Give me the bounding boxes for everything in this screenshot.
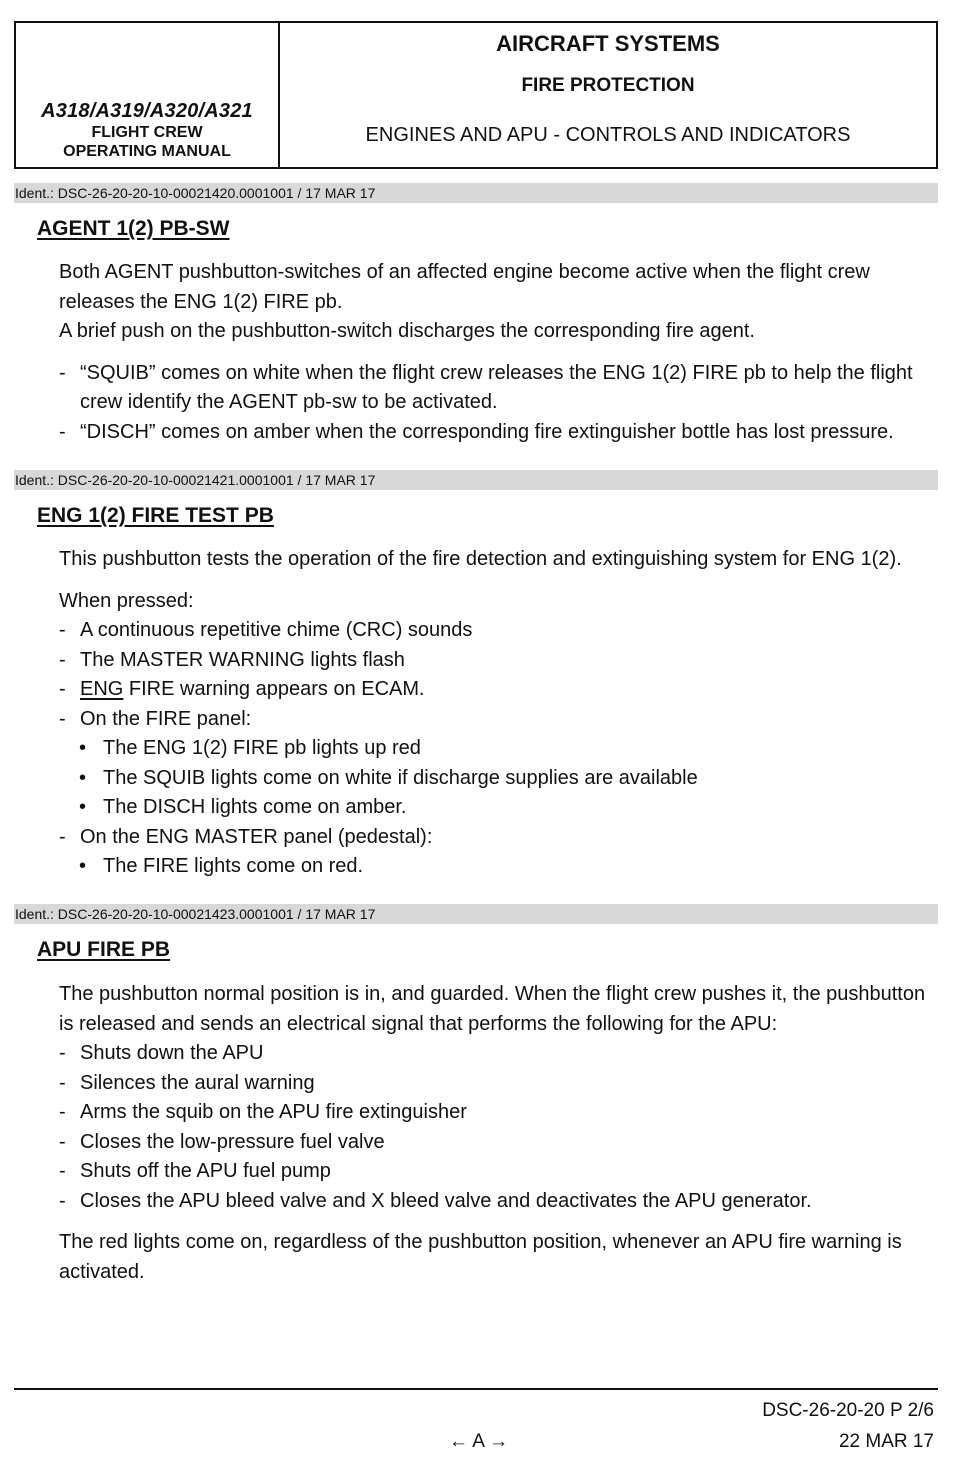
dash-marker: - [59, 678, 66, 700]
aircraft-model: A318/A319/A320/A321 [41, 100, 253, 122]
list-item [59, 1098, 937, 1128]
ident-bar: Ident.: DSC-26-20-20-10-00021421.0001001 / 17 MAR 17 [14, 470, 938, 490]
section-title-fire-test-pb: ENG 1(2) FIRE TEST PB [37, 504, 274, 527]
sub-list-item-text: The ENG 1(2) FIRE pb lights up red [103, 737, 421, 759]
list-item-text: Shuts down the APU [80, 1042, 264, 1064]
list-item-text: On the FIRE panel: [80, 707, 252, 730]
sub-list-item [59, 764, 937, 794]
list-item [59, 1069, 937, 1099]
sub-list-item [59, 734, 937, 764]
bullet-marker: • [79, 796, 87, 818]
dash-marker: - [59, 1160, 66, 1182]
sub-list-item-text: The FIRE lights come on red. [103, 855, 364, 877]
paragraph: Both AGENT pushbutton-switches of an affected engine become active when the flight crew releases the ENG 1(2) FIRE pb. [59, 261, 870, 313]
list-item [59, 616, 937, 646]
manual-name-line1: FLIGHT CREW [91, 124, 203, 141]
list-item-text: “SQUIB” comes on white when the flight crew releases the ENG 1(2) FIRE pb to help the flight crew identify the AGENT pb-sw to be activated. [80, 361, 913, 413]
dash-marker: - [59, 1130, 66, 1153]
page-date: 22 MAR 17 [838, 1431, 934, 1452]
list-item-text: Closes the APU bleed valve and X bleed valve and deactivates the APU generator. [80, 1189, 812, 1212]
paragraph: The pushbutton normal position is in, and guarded. When the flight crew pushes it, the pushbutton is released and sends an electrical signal that performs the following for the APU: [59, 983, 926, 1035]
list-item-text: A continuous repetitive chime (CRC) sounds [80, 619, 473, 641]
dash-marker: - [59, 707, 66, 730]
dash-marker: - [59, 1042, 66, 1064]
dash-marker: - [59, 825, 66, 848]
list-item [59, 1157, 937, 1187]
paragraph: The red lights come on, regardless of the pushbutton position, whenever an APU fire warning is activated. [59, 1231, 902, 1283]
section-title-apu-fire-pb: APU FIRE PB [37, 938, 171, 961]
section-body-agent-pb-sw [59, 258, 937, 447]
dash-marker: - [59, 1101, 66, 1123]
list-item-text: FIRE warning appears on ECAM. [123, 678, 425, 700]
list-item [59, 1187, 937, 1217]
list-item [59, 359, 937, 418]
list-item [59, 675, 937, 705]
paragraph: This pushbutton tests the operation of the fire detection and extinguishing system for ENG 1(2). [59, 548, 902, 570]
dash-marker: - [59, 648, 66, 671]
sub-list-item-text: The DISCH lights come on amber. [103, 796, 407, 818]
ident-bar: Ident.: DSC-26-20-20-10-00021420.0001001 / 17 MAR 17 [14, 183, 938, 203]
list-item-text: Closes the low-pressure fuel valve [80, 1130, 385, 1153]
bullet-marker: • [79, 855, 87, 877]
ident-bar: Ident.: DSC-26-20-20-10-00021423.0001001 / 17 MAR 17 [14, 904, 938, 924]
list-item-text: The MASTER WARNING lights flash [80, 648, 405, 671]
footer-divider [14, 1388, 938, 1390]
dash-marker: - [59, 1189, 66, 1212]
manual-identification [16, 23, 280, 167]
section-title-agent-pb-sw: AGENT 1(2) PB-SW [37, 217, 230, 240]
sub-list-item-text: The SQUIB lights come on white if discharge supplies are available [103, 766, 698, 789]
sub-list-item [59, 852, 937, 882]
list-item-text: Arms the squib on the APU fire extinguisher [80, 1101, 467, 1123]
list-item [59, 1039, 937, 1069]
list-item [59, 418, 937, 448]
subsystem-title: FIRE PROTECTION [521, 75, 695, 96]
chapter-identification [280, 23, 936, 167]
topic-title: ENGINES AND APU - CONTROLS AND INDICATORS [365, 124, 851, 146]
section-body-fire-test-pb [59, 545, 937, 882]
dash-marker: - [59, 420, 66, 443]
sub-list-item [59, 793, 937, 823]
dash-marker: - [59, 1071, 66, 1094]
list-item-text: “DISCH” comes on amber when the corresponding fire extinguisher bottle has lost pressure. [80, 420, 894, 443]
list-item [59, 705, 937, 735]
list-item [59, 1128, 937, 1158]
underlined-term: ENG [80, 678, 124, 700]
list-item [59, 646, 937, 676]
revision-marker: ← A → [449, 1431, 509, 1452]
list-item-text: Shuts off the APU fuel pump [80, 1160, 331, 1182]
list-item-text: On the ENG MASTER panel (pedestal): [80, 825, 433, 848]
bullet-marker: • [79, 737, 87, 759]
manual-name-line2: OPERATING MANUAL [63, 143, 231, 160]
document-header [14, 21, 938, 169]
list-item [59, 823, 937, 853]
paragraph: When pressed: [59, 589, 194, 612]
section-body-apu-fire-pb [59, 980, 937, 1287]
page-reference: DSC-26-20-20 P 2/6 [762, 1400, 934, 1421]
dash-marker: - [59, 619, 66, 641]
system-title: AIRCRAFT SYSTEMS [496, 31, 720, 56]
bullet-marker: • [79, 766, 87, 789]
list-item-text: Silences the aural warning [80, 1071, 315, 1094]
paragraph: A brief push on the pushbutton-switch discharges the corresponding fire agent. [59, 320, 755, 342]
dash-marker: - [59, 361, 66, 384]
